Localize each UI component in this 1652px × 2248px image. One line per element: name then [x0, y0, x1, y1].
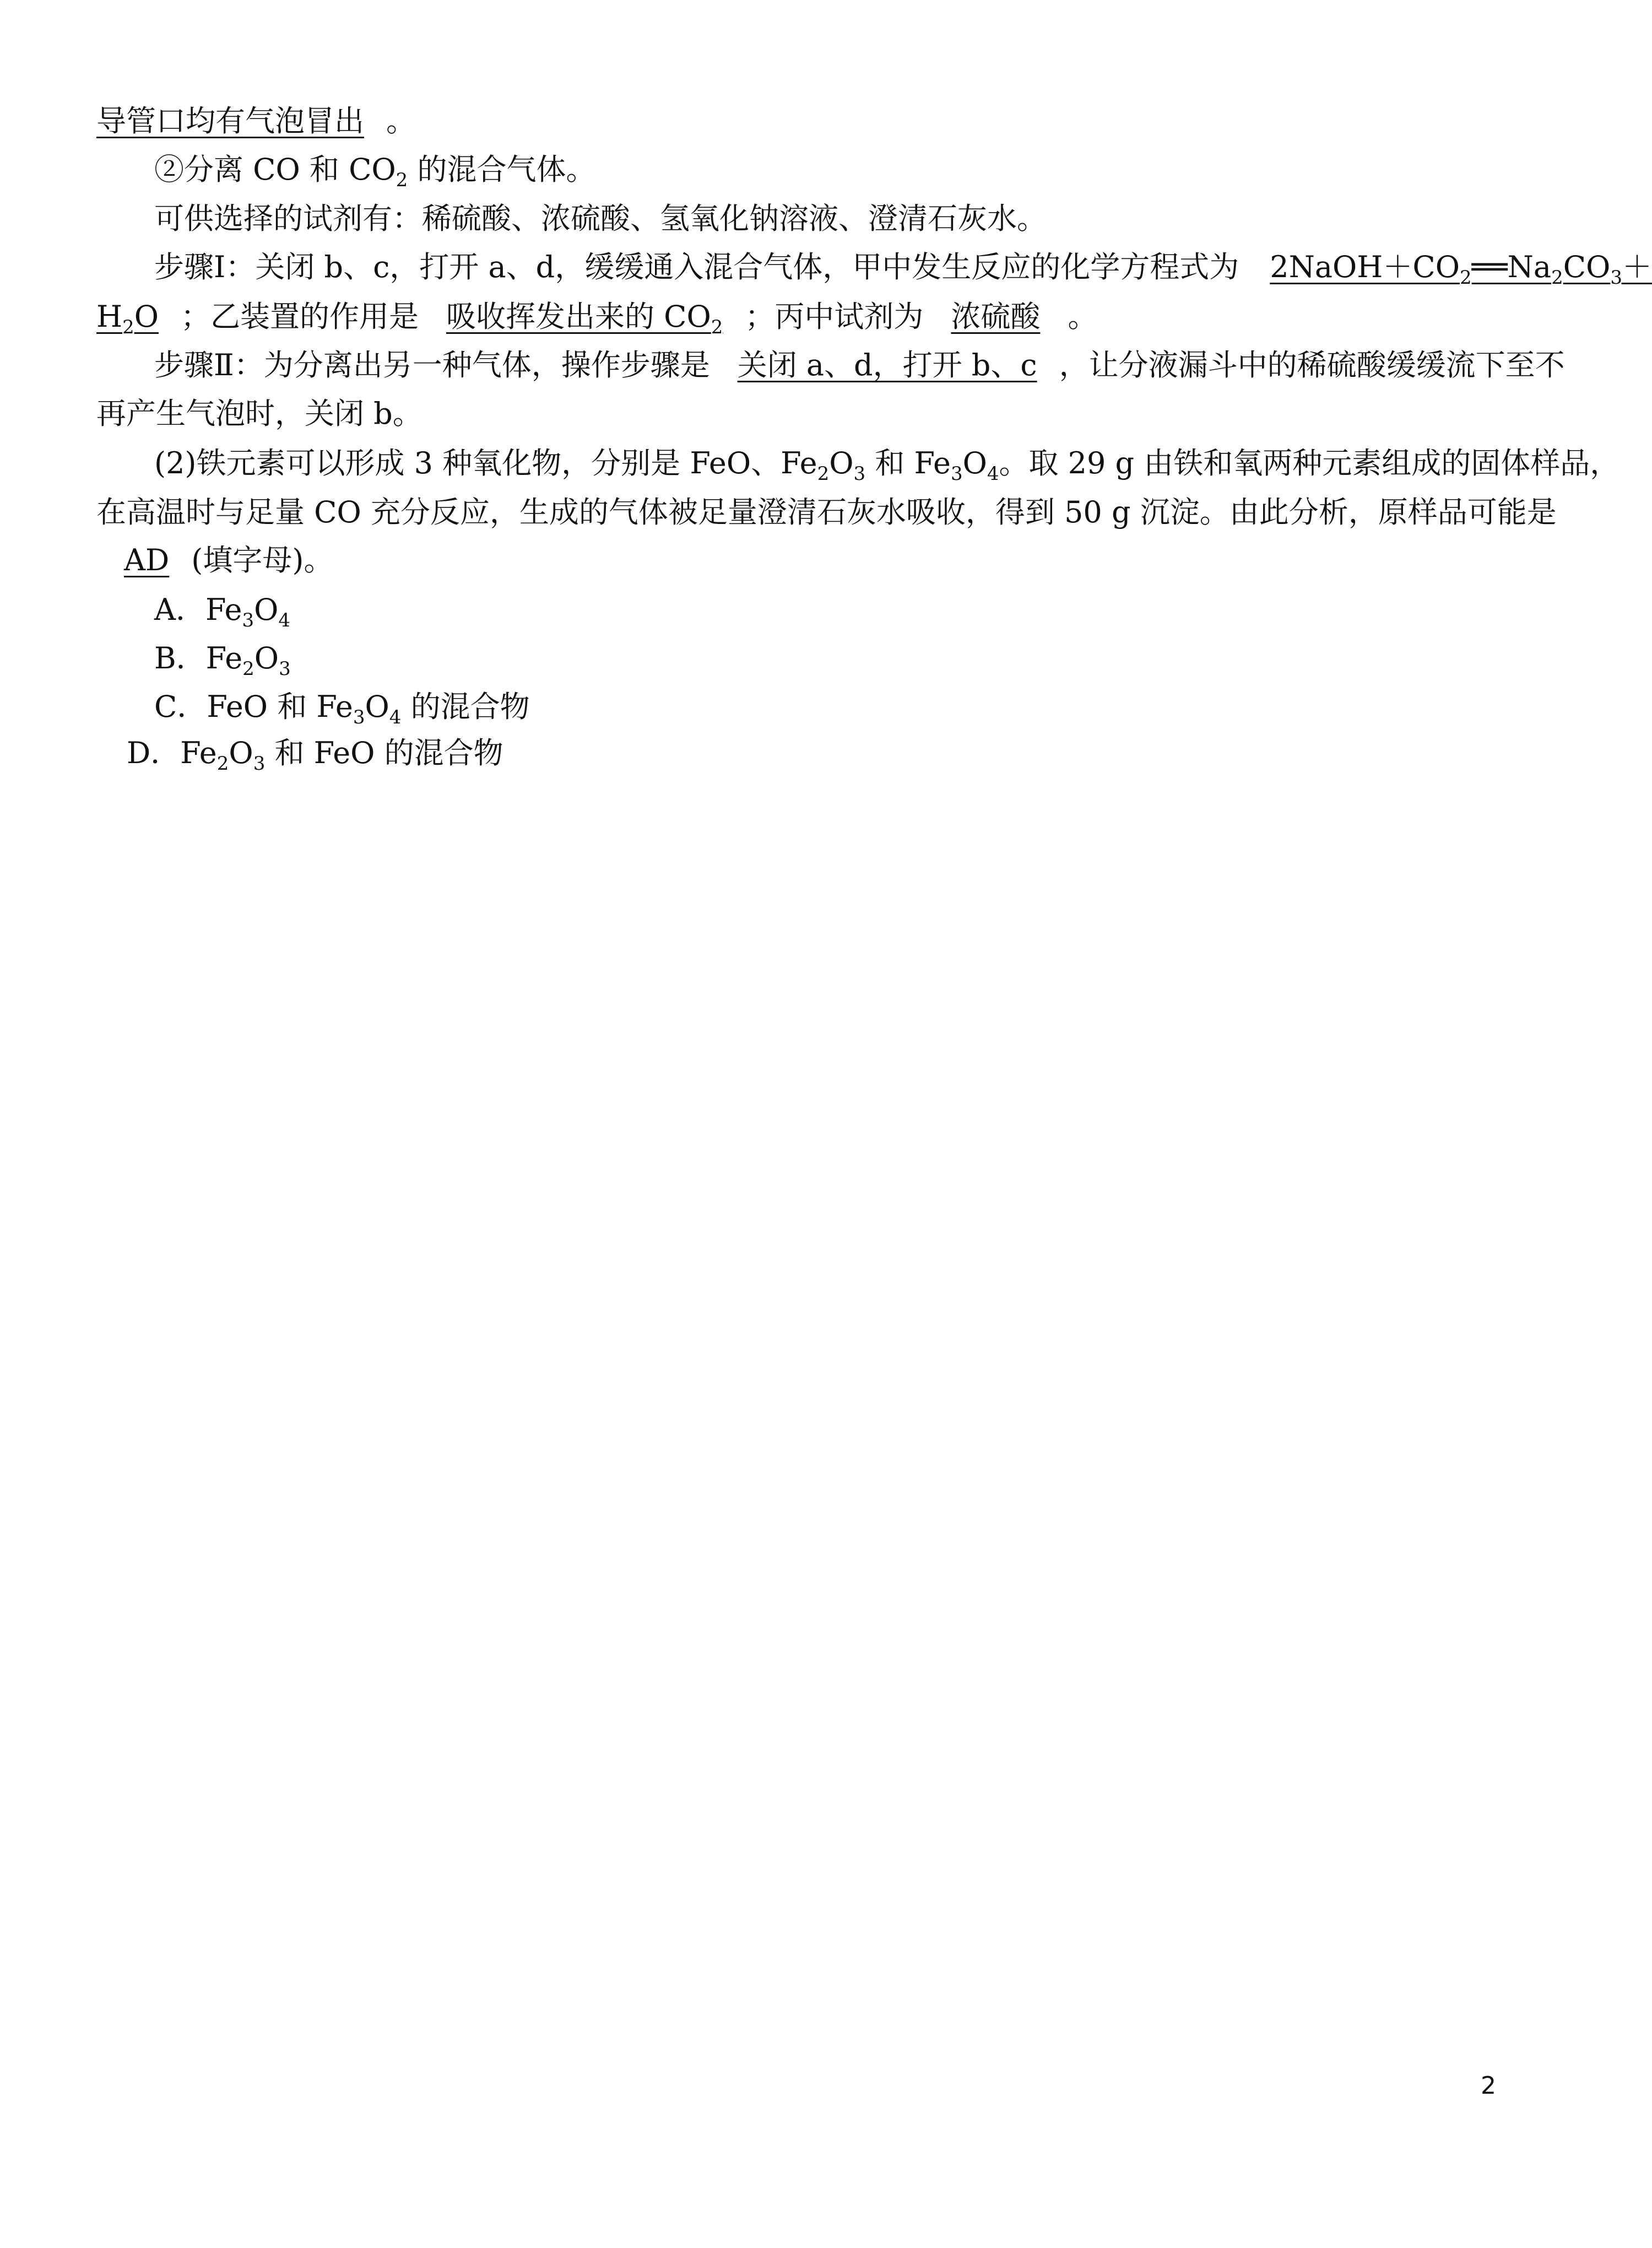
text-line-step1-cont: $H_2O$ ；乙装置的作用是 吸收挥发出来的 $CO_2$ ；丙中试剂为 浓硫酸 。 [96, 299, 1098, 338]
text-line-step2: 步骤Ⅱ：为分离出另一种气体，操作步骤是 关闭 a、d，打开 b、c ，让分液漏斗中的稀硫酸缓缓流下至不 [154, 348, 1565, 382]
answer-equation: $2NaOH+CO_2══Na_2CO_3+$ [1270, 250, 1652, 289]
text-line-answer: AD (填字母)。 [124, 543, 334, 577]
answer-purpose: 吸收挥发出来的 $CO_2$ [446, 299, 723, 338]
answer-line-1: 导管口均有气泡冒出 。 [96, 104, 416, 138]
text-line-q2: (2)铁元素可以形成 3 种氧化物，分别是 FeO、$Fe_2O_3$ 和 $Fe_3O_4$。取 29 g 由铁和氧两种元素组成的固体样品， [154, 446, 1620, 485]
text-line-step1: 步骤Ⅰ：关闭 b、c，打开 a、d，缓缓通入混合气体，甲中发生反应的化学方程式为 $2NaOH+CO_2══Na_2CO_3+$ [154, 250, 1652, 289]
page-number: 2 [1481, 2072, 1496, 2100]
text-line-separate: ②分离 CO 和 $CO_2$ 的混合气体。 [154, 152, 596, 191]
option-b: B．$Fe_2O_3$ [154, 641, 291, 680]
answer-reagent: 浓硫酸 [951, 299, 1041, 334]
text-line-reagents: 可供选择的试剂有：稀硫酸、浓硫酸、氢氧化钠溶液、澄清石灰水。 [154, 201, 1047, 236]
option-a: A．$Fe_3O_4$ [154, 592, 291, 631]
text-line-q2-cont: 在高温时与足量 CO 充分反应，生成的气体被足量澄清石灰水吸收，得到 50 g 沉淀。由此分析，原样品可能是 [96, 495, 1557, 529]
text-line-step2-cont: 再产生气泡时，关闭 b。 [96, 396, 423, 431]
answer-equation-cont: $H_2O$ [96, 299, 159, 338]
answer-operation: 关闭 a、d，打开 b、c [737, 348, 1037, 382]
answer-blank: 导管口均有气泡冒出 [96, 104, 364, 138]
answer-choice: AD [124, 543, 170, 577]
option-d: D．$Fe_2O_3$ 和 FeO 的混合物 [127, 736, 503, 775]
option-c: C．FeO 和 $Fe_3O_4$ 的混合物 [154, 689, 530, 728]
